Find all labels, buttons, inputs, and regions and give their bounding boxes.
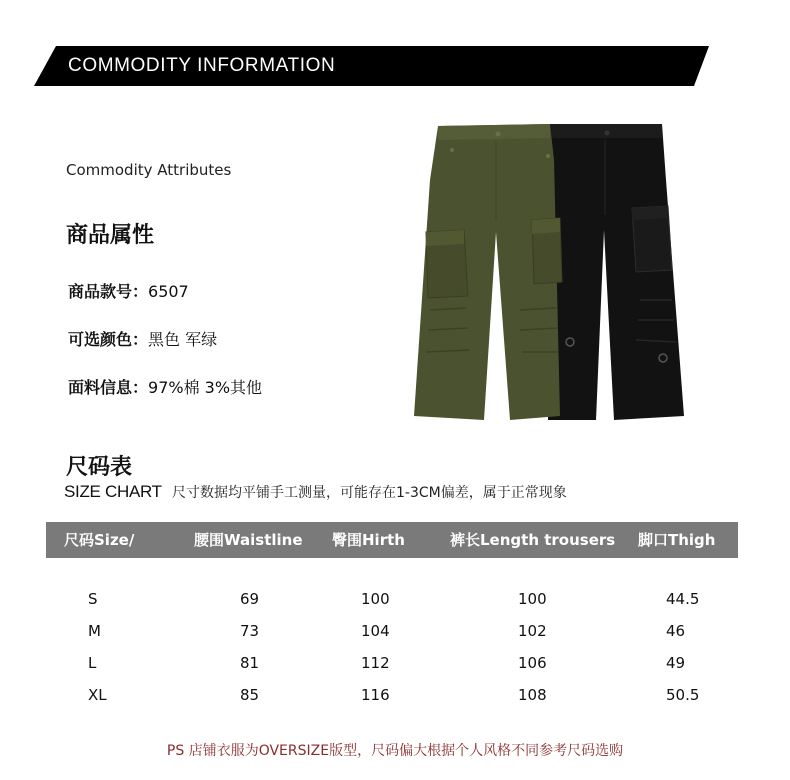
cell-hip: 104 [361,622,390,640]
black-pants [548,124,684,420]
cell-thigh: 49 [666,654,686,672]
cell-thigh: 50.5 [666,686,700,704]
table-row [46,618,738,650]
colors-value: 黑色 军绿 [148,330,218,349]
attribute-fabric [68,375,262,398]
fabric-label: 面料信息： [68,378,149,397]
cell-thigh: 44.5 [666,590,700,608]
attributes-heading-en: Commodity Attributes [66,161,232,179]
cell-waistline: 81 [240,654,260,672]
cell-waistline: 85 [240,686,260,704]
cell-size: M [88,622,101,640]
cell-size: S [88,590,98,608]
cell-length: 102 [518,622,547,640]
cell-waistline: 69 [240,590,260,608]
colors-label: 可选颜色： [68,330,149,349]
cell-length: 108 [518,686,547,704]
fabric-value: 97%棉 3%其他 [148,378,263,397]
size-chart-note: 尺寸数据均平铺手工测量，可能存在1-3CM偏差，属于正常现象 [172,485,567,501]
cell-thigh: 46 [666,622,686,640]
header-size: 尺码Size/ [64,531,135,549]
section-banner [34,46,709,86]
size-chart-heading-en: SIZE CHART [64,482,162,501]
product-code-label: 商品款号： [68,282,149,301]
cell-hip: 116 [361,686,390,704]
cell-waistline: 73 [240,622,260,640]
size-table-body [46,586,738,714]
cell-hip: 112 [361,654,390,672]
cell-size: XL [88,686,107,704]
size-chart-heading-cn: 尺码表 [66,455,133,480]
header-hip: 臀围Hirth [332,531,405,549]
table-row [46,650,738,682]
green-pants [414,124,562,420]
header-length: 裤长Length trousers [450,531,616,549]
attributes-heading-cn: 商品属性 [66,223,155,248]
footer-note: PS 店铺衣服为OVERSIZE版型，尺码偏大根据个人风格不同参考尺码选购 [166,743,624,759]
cell-length: 100 [518,590,547,608]
header-waistline: 腰围Waistline [194,531,303,549]
cell-size: L [88,654,97,672]
table-row [46,682,738,714]
attribute-colors [68,327,217,350]
cell-hip: 100 [361,590,390,608]
product-image [410,120,695,425]
product-code-value: 6507 [148,282,189,301]
attribute-product-code [68,279,189,302]
banner-title: COMMODITY INFORMATION [68,55,336,76]
size-table-header [46,522,738,558]
header-thigh: 脚口Thigh [638,531,716,549]
cell-length: 106 [518,654,547,672]
table-row [46,586,738,618]
